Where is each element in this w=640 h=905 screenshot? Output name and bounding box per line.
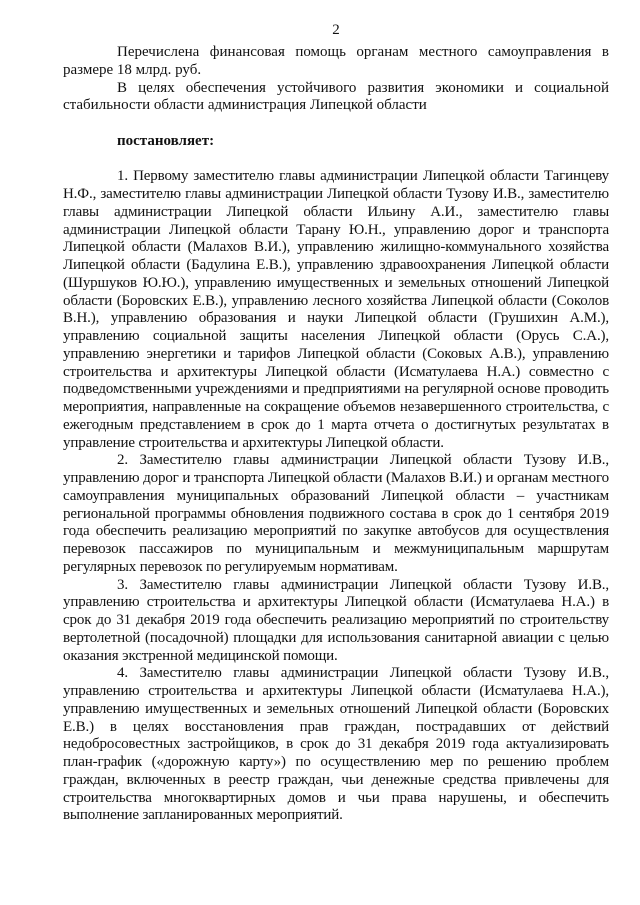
decree-item-1: 1. Первому заместителю главы администрации Липецкой области Тагинцеву Н.Ф., заместителю главы администрации Липецкой области Тузову И.В., заместителю главы администрации Липецкой области Ильину А.И., заместителю главы администрации Липецкой области Тарану Ю.Н., управлению дорог и транспорта Липецкой области (Малахов В.И.), управлению жилищно-коммунального хозяйства Липецкой области (Бадулина Е.В.), управлению здравоохранения Липецкой области (Шуршуков Ю.Ю.), управлению имущественных и земельных отношений Липецкой области (Боровских Е.В.), управлению лесного хозяйства Липецкой области (Соколов В.Н.), управлению образования и науки Липецкой области (Грушихин А.М.), управлению социальной защиты населения Липецкой области (Орусь С.А.), управлению энергетики и тарифов Липецкой области (Соковых А.В.), управлению строительства и архитектуры Липецкой области (Исматулаева Н.А.) совместно с подведомственными учреждениями и предприятиями на регулярной основе проводить мероприятия, направленные на сокращение объемов незавершенного строительства, с ежегодным представлением в срок до 1 марта отчета о достигнутых результатах в управление строительства и архитектуры Липецкой области. [63,168,609,451]
spacer [63,115,609,133]
decree-heading: постановляет: [117,132,215,149]
spacer [63,151,609,169]
intro-paragraph-financial-aid: Перечислена финансовая помощь органам местного самоуправления в размере 18 млрд. руб. [63,44,609,78]
page-number: 2 [332,22,340,38]
intro-paragraph-purpose: В целях обеспечения устойчивого развития экономики и социальной стабильности области администрация Липецкой области [63,79,609,114]
decree-item-2: 2. Заместителю главы администрации Липецкой области Тузову И.В., управлению дорог и транспорта Липецкой области (Малахов В.И.) и органам местного самоуправления муниципальных образований Липецкой области – участникам региональной программы обновления подвижного состава в срок до 1 сентября 2019 года обеспечить реализацию мероприятий по закупке автобусов для осуществления перевозок пассажиров по муниципальным и межмуниципальным маршрутам регулярных перевозок по регулируемым нормативам. [63,452,609,575]
decree-item-3: 3. Заместителю главы администрации Липецкой области Тузову И.В., управлению строительства и архитектуры Липецкой области (Исматулаева Н.А.) в срок до 31 декабря 2019 года обеспечить реализацию мероприятий по строительству вертолетной (посадочной) площадки для использования санитарной авиации с целью оказания экстренной медицинской помощи. [63,576,609,664]
decree-item-4: 4. Заместителю главы администрации Липецкой области Тузову И.В., управлению строительства и архитектуры Липецкой области (Исматулаева Н.А.), управлению имущественных и земельных отношений Липецкой области (Боровских Е.В.) в целях восстановления прав граждан, пострадавших от действий недобросовестных застройщиков, в срок до 31 декабря 2019 года актуализировать план-график («дорожную карту») по осуществлению мер по решению проблем граждан, включенных в реестр граждан, чьи денежные средства привлечены для строительства многоквартирных домов и чьи права нарушены, и обеспечить выполнение запланированных мероприятий. [63,665,609,824]
